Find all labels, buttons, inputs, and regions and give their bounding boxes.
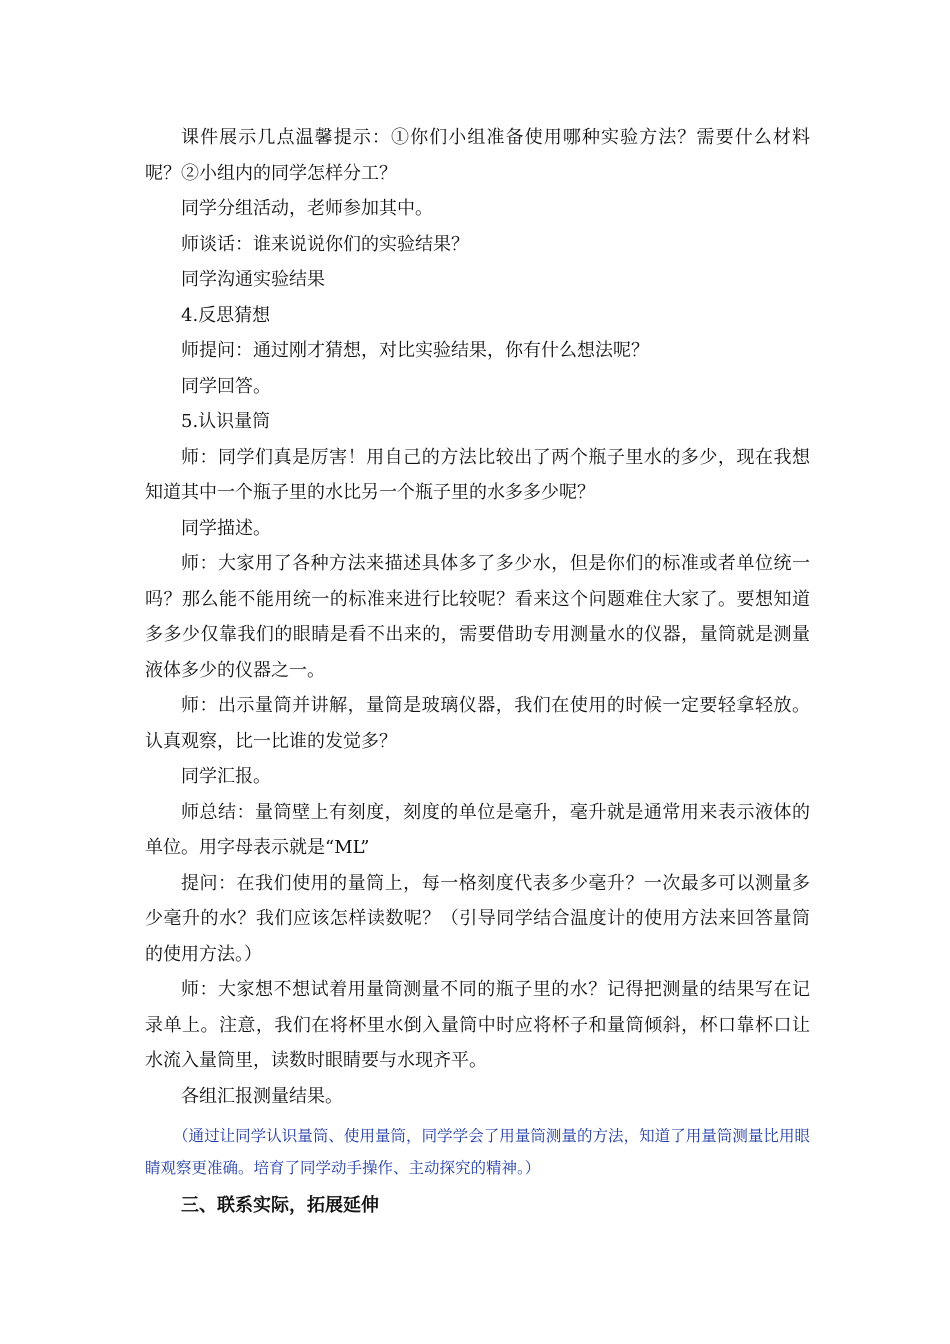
paragraph-tips: 课件展示几点温馨提示：①你们小组准备使用哪种实验方法？需要什么材料呢？②小组内的同学怎样分工？ [145, 127, 810, 184]
paragraph-question: 提问：在我们使用的量筒上，每一格刻度代表多少毫升？一次最多可以测量多少毫升的水？我们应该怎样读数呢？（引导同学结合温度计的使用方法来回答量筒的使用方法。） [145, 872, 810, 965]
paragraph-teacher-measure: 师：大家想不想试着用量筒测量不同的瓶子里的水？记得把测量的结果写在记录单上。注意，我们在将杯里水倒入量筒中时应将杯子和量筒倾斜，杯口靠杯口让水流入量筒里，读数时眼睛要与水现齐平。 [145, 979, 810, 1071]
paragraph-students-answer: 同学回答。 [181, 375, 271, 397]
paragraph-teacher-question: 师提问：通过刚才猜想，对比实验结果，你有什么想法呢？ [181, 340, 649, 361]
subheading-know-cylinder: 5.认识量筒 [181, 411, 271, 432]
paragraph-teacher-talk: 师谈话：谁来说说你们的实验结果？ [181, 233, 469, 255]
section-heading: 三、联系实际，拓展延伸 [181, 1195, 379, 1216]
paragraph-teacher-show-cylinder: 师：出示量筒并讲解，量筒是玻璃仪器，我们在使用的时候一定要轻拿轻放。认真观察，比一比谁的发觉多？ [145, 695, 810, 752]
document-body [145, 120, 810, 1224]
paragraph-teacher-praise: 师：同学们真是厉害！用自己的方法比较出了两个瓶子里水的多少，现在我想知道其中一个瓶子里的水比另一个瓶子里的水多多少呢？ [145, 446, 810, 503]
paragraph-group-activity: 同学分组活动，老师参加其中。 [181, 198, 433, 219]
subheading-reflect-guess: 4.反思猜想 [181, 304, 271, 326]
paragraph-students-describe: 同学描述。 [181, 517, 271, 539]
paragraph-teacher-summary: 师总结：量筒壁上有刻度，刻度的单位是毫升，毫升就是通常用来表示液体的单位。用字母表示就是“ML” [145, 801, 810, 858]
paragraph-students-report: 同学汇报。 [181, 766, 271, 787]
design-note: （通过让同学认识量筒、使用量筒，同学学会了用量筒测量的方法，知道了用量筒测量比用眼睛观察更准确。培育了同学动手操作、主动探究的精神。） [145, 1127, 810, 1177]
paragraph-teacher-standard: 师：大家用了各种方法来描述具体多了多少水，但是你们的标准或者单位统一吗？那么能不能用统一的标准来进行比较呢？看来这个问题难住大家了。要想知道多多少仅靠我们的眼睛是看不出来的，需要借助专用测量水的仪器，量筒就是测量液体多少的仪器之一。 [145, 553, 810, 681]
paragraph-share-results: 同学沟通实验结果 [181, 269, 325, 290]
paragraph-groups-report: 各组汇报测量结果。 [181, 1085, 343, 1107]
